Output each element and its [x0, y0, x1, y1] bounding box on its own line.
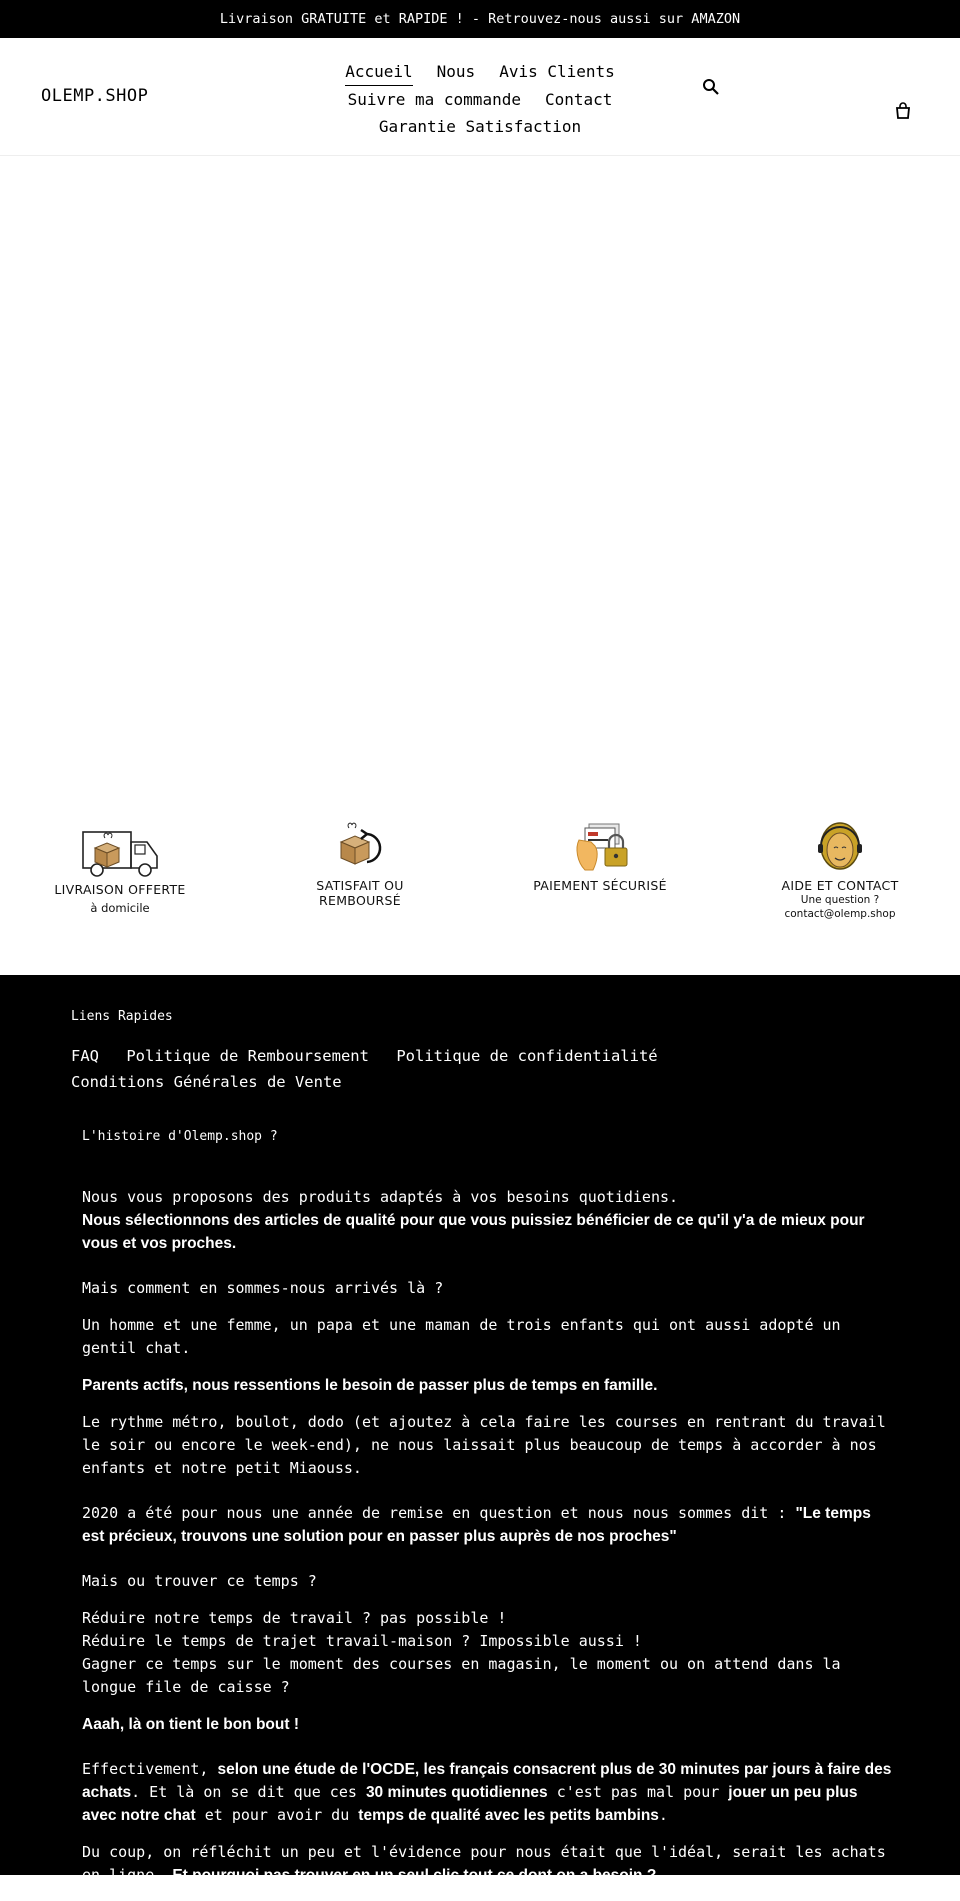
quick-links-heading: Liens Rapides	[71, 1009, 173, 1024]
hero-banner	[0, 157, 960, 797]
story-p8b: Réduire le temps de trajet travail-maison ? Impossible aussi !	[82, 1632, 642, 1650]
story-p8c: Gagner ce temps sur le moment des courses en magasin, le moment ou on attend dans la longue file de caisse ?	[82, 1655, 841, 1696]
story-section	[82, 1125, 892, 1901]
story-title: L'histoire d'Olemp.shop ?	[82, 1129, 278, 1144]
feature-refund-title: SATISFAIT OU	[316, 878, 404, 893]
quick-links	[71, 1043, 771, 1095]
feature-refund-title2: REMBOURSÉ	[319, 893, 401, 908]
story-p6b: "Le temps est précieux, trouvons une solution pour en passer plus auprès de nos proches"	[82, 1505, 871, 1545]
announcement-text: Livraison GRATUITE et RAPIDE ! - Retrouvez-nous aussi sur AMAZON	[219, 11, 741, 27]
feature-support-sub: Une question ?	[800, 894, 880, 906]
site-footer	[0, 975, 960, 1884]
nav-link-suivre-commande[interactable]: Suivre ma commande	[347, 90, 521, 109]
story-p8a: Réduire notre temps de travail ? pas possible !	[82, 1609, 507, 1627]
feature-delivery-title: LIVRAISON OFFERTE	[54, 882, 186, 897]
feature-delivery	[30, 812, 210, 915]
story-paragraph-9: Aaah, là on tient le bon bout !	[82, 1716, 299, 1733]
story-paragraph-3: Un homme et une femme, un papa et une maman de trois enfants qui ont aussi adopté un gentil chat.	[82, 1316, 841, 1357]
search-icon[interactable]	[702, 78, 720, 96]
story-paragraph-8	[82, 1607, 892, 1699]
card-lock-icon	[555, 812, 645, 878]
story-paragraph-1	[82, 1186, 892, 1255]
story-p10g: et pour avoir du	[195, 1806, 359, 1824]
truck-box-icon	[75, 812, 165, 882]
nav-link-avis-clients[interactable]: Avis Clients	[499, 62, 615, 81]
story-p11b: Et pourquoi pas trouver en un seul clic tout ce dont on a besoin ?	[172, 1867, 657, 1884]
story-p10d: 30 minutes quotidiennes	[365, 1784, 548, 1801]
story-paragraph-4: Parents actifs, nous ressentions le besoin de passer plus de temps en famille.	[82, 1377, 658, 1394]
story-p10c: . Et là on se dit que ces	[131, 1783, 366, 1801]
site-header	[0, 38, 960, 156]
feature-support-email[interactable]: contact@olemp.shop	[784, 908, 896, 920]
nav-link-contact[interactable]: Contact	[544, 90, 613, 109]
support-agent-icon	[795, 812, 885, 878]
story-paragraph-6	[82, 1502, 892, 1548]
nav-link-nous[interactable]: Nous	[436, 62, 476, 81]
nav-link-accueil[interactable]: Accueil	[345, 58, 412, 86]
feature-refund	[270, 812, 450, 908]
story-p10e: c'est pas mal pour	[547, 1783, 729, 1801]
footer-link-faq[interactable]: FAQ	[71, 1047, 99, 1065]
footer-link-privacy[interactable]: Politique de confidentialité	[396, 1047, 658, 1065]
story-paragraph-11	[82, 1841, 892, 1887]
nav-link-garantie[interactable]: Garantie Satisfaction	[378, 117, 582, 136]
story-p1a: Nous vous proposons des produits adaptés à vos besoins quotidiens.	[82, 1188, 679, 1206]
site-logo[interactable]: OLEMP.SHOP	[41, 86, 149, 106]
story-p1b: Nous sélectionnons des articles de qualité pour que vous puissiez bénéficier de ce qu'il y'a de mieux pour vous et vos proches.	[82, 1212, 865, 1252]
cart-icon[interactable]	[894, 102, 912, 120]
announcement-bar	[0, 0, 960, 38]
main-nav	[320, 58, 640, 140]
footer-link-cgv[interactable]: Conditions Générales de Vente	[71, 1073, 342, 1091]
story-p10b: selon une étude de l'OCDE, les français consacrent plus de 30 minutes par jours à faire des achats	[82, 1761, 892, 1801]
story-p10h: temps de qualité avec les petits bambins	[358, 1807, 659, 1824]
story-p11a: Du coup, on réfléchit un peu et l'évidence pour nous était que l'idéal, serait les achats en ligne.	[82, 1843, 886, 1884]
story-paragraph-2: Mais comment en sommes-nous arrivés là ?	[82, 1279, 444, 1297]
features-strip	[0, 812, 960, 975]
box-return-icon	[315, 812, 405, 878]
story-p6a: 2020 a été pour nous une année de remise en question et nous nous sommes dit :	[82, 1504, 796, 1522]
feature-delivery-sub: à domicile	[90, 901, 150, 915]
story-paragraph-10	[82, 1758, 892, 1827]
story-paragraph-7: Mais ou trouver ce temps ?	[82, 1572, 317, 1590]
story-p10i: .	[658, 1806, 668, 1824]
story-paragraph-5: Le rythme métro, boulot, dodo (et ajoutez à cela faire les courses en rentrant du travail le soir ou encore le week-end), ne nous laissait plus beaucoup de temps à accorder à nos enfants et notre petit Miaouss.	[82, 1413, 886, 1477]
feature-support-title: AIDE ET CONTACT	[781, 878, 899, 893]
story-p10f: jouer un peu plus avec notre chat	[82, 1784, 858, 1824]
feature-support	[750, 812, 930, 920]
feature-payment-title: PAIEMENT SÉCURISÉ	[533, 878, 667, 893]
footer-link-refund-policy[interactable]: Politique de Remboursement	[126, 1047, 369, 1065]
story-p10a: Effectivement,	[82, 1760, 218, 1778]
feature-payment	[510, 812, 690, 893]
